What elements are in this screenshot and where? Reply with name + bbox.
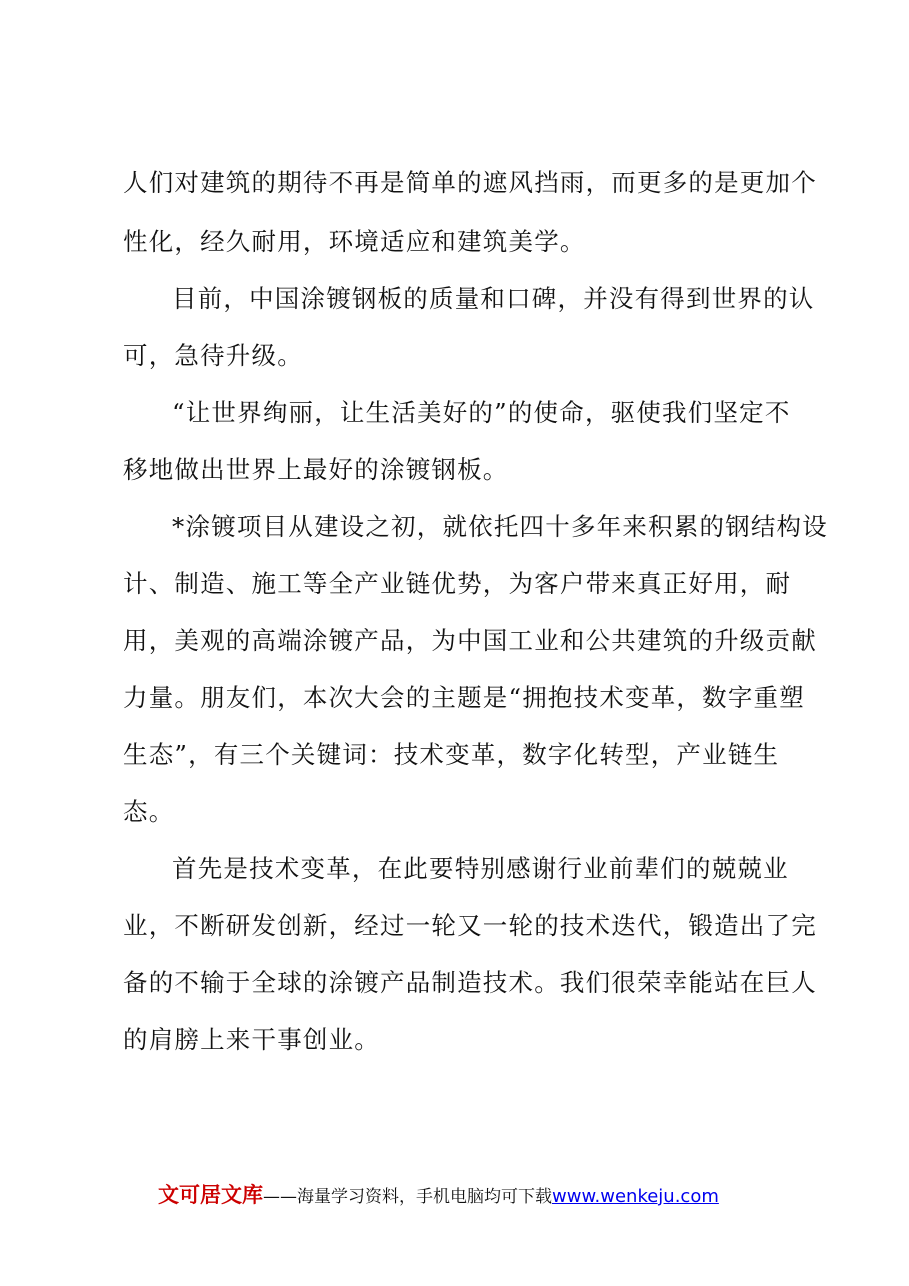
footer-banner	[158, 1182, 719, 1210]
body-line: 计、制造、施工等全产业链优势，为客户带来真正好用，耐	[123, 569, 792, 598]
body-line: 可，急待升级。	[123, 341, 303, 370]
body-line: 态。	[123, 797, 175, 826]
body-line: *涂镀项目从建设之初，就依托四十多年来积累的钢结构设	[172, 512, 828, 541]
website-link[interactable]: www.wenkeju.com	[552, 1186, 719, 1207]
body-line: 业，不断研发创新，经过一轮又一轮的技术迭代，锻造出了完	[123, 911, 817, 940]
body-line: 备的不输于全球的涂镀产品制造技术。我们很荣幸能站在巨人	[123, 968, 817, 997]
body-line: 用，美观的高端涂镀产品，为中国工业和公共建筑的升级贡献	[123, 626, 817, 655]
footer-dash: ——	[263, 1187, 297, 1207]
body-line: 目前，中国涂镀钢板的质量和口碑，并没有得到世界的认	[172, 284, 815, 313]
brand-name: 文可居文库	[158, 1183, 263, 1207]
footer-tagline: 海量学习资料，手机电脑均可下载	[297, 1187, 552, 1207]
body-line: 首先是技术变革，在此要特别感谢行业前辈们的兢兢业	[172, 854, 789, 883]
body-line: 性化，经久耐用，环境适应和建筑美学。	[123, 227, 586, 256]
body-line: 生态”，有三个关键词：技术变革，数字化转型，产业链生	[123, 740, 780, 769]
body-line: “让世界绚丽，让生活美好的”的使命，驱使我们坚定不	[172, 398, 791, 427]
body-line: 人们对建筑的期待不再是简单的遮风挡雨，而更多的是更加个	[123, 168, 817, 197]
body-line: 的肩膀上来干事创业。	[123, 1025, 380, 1054]
body-line: 移地做出世界上最好的涂镀钢板。	[123, 455, 509, 484]
body-line: 力量。朋友们，本次大会的主题是“拥抱技术变革，数字重塑	[123, 683, 805, 712]
